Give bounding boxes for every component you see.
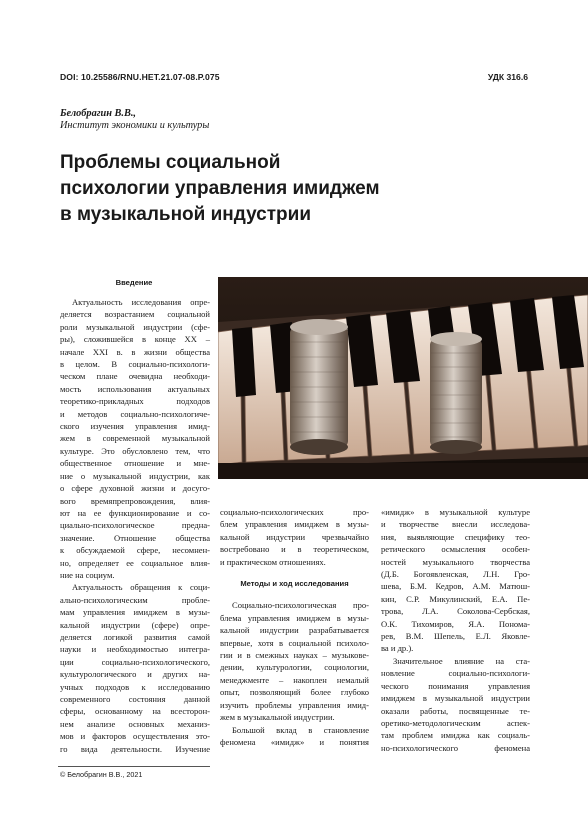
text-column-2	[220, 506, 369, 748]
text-line: культурологического и других на-	[60, 669, 210, 680]
text-line: деляется логикой развития самой	[60, 631, 210, 642]
udk-code: УДК 316.6	[487, 72, 528, 82]
text-line: изучить проблемы управления имид-	[220, 699, 369, 710]
text-line: гии и в смежных науках – музыкове-	[220, 650, 369, 661]
text-line: ния, выявляющие специфику тео-	[381, 531, 530, 542]
text-line: оказали работы, посвященные те-	[381, 705, 530, 716]
text-line: современного состояния данной	[60, 694, 210, 704]
text-line: ретического осмысления особен-	[381, 544, 530, 555]
text-line: в целом. В социально-психологи-	[60, 359, 210, 370]
text-line: ние на социум.	[60, 569, 115, 580]
article-title	[60, 150, 380, 228]
text-line: нем анализе основных механиз-	[60, 718, 210, 729]
text-line: феномена «имидж» и понятия	[220, 736, 369, 747]
text-line: циально-психологическое предна-	[60, 520, 210, 531]
text-line: жем в музыкальной индустрии.	[220, 712, 335, 723]
text-line: сферы, основанному на всесторон-	[60, 706, 210, 717]
text-line: востребовано и в теоретическом,	[220, 544, 369, 555]
text-line: Значительное влияние на ста-	[393, 655, 530, 666]
text-line: но-психологического феномена	[381, 742, 530, 753]
text-line: и творчестве внесли исследова-	[381, 519, 530, 530]
text-line: ностей музыкального творчества	[381, 556, 530, 567]
text-line: шева, Б.М. Кедров, А.М. Матюш-	[381, 581, 530, 592]
text-line: социально-психологических про-	[220, 507, 369, 517]
text-line: трова, Л.А. Соколова-Сербская,	[381, 606, 530, 617]
text-line: ского изучения управления имид-	[60, 421, 210, 432]
text-line: вого времяпрепровождения, влия-	[60, 495, 210, 506]
text-line: Актуальность исследования опре-	[72, 297, 210, 307]
copyright-notice: © Белобрагин В.В., 2021	[60, 770, 143, 779]
text-line: ние о музыкальной индустрии, как	[60, 470, 210, 481]
text-column-3	[381, 506, 530, 754]
text-line: начале XXI в. в жизни общества	[60, 346, 210, 357]
text-line: кальной индустрии разрабатывается	[220, 625, 369, 636]
column2-paragraph-group	[220, 599, 369, 748]
text-line: Социально-психологическая про-	[232, 600, 369, 611]
column2-paragraph-group	[220, 506, 369, 568]
text-line: культуре. Это обусловлено тем, что	[60, 445, 210, 456]
text-line: но, определяет ее социальное влия-	[60, 557, 210, 568]
text-line: там проблем имиджа как социаль-	[381, 730, 530, 741]
text-line: блем управления имиджем в музы-	[220, 519, 369, 530]
section-heading-methods: Методы и ход исследования	[240, 579, 349, 589]
text-line: деляется возрастанием социальной	[60, 309, 210, 320]
text-line: дении, культурологии, социологии,	[220, 662, 369, 673]
text-line: опыт, позволяющий более глубоко	[220, 687, 369, 698]
text-line: к обсуждаемой сфере, несомнен-	[60, 545, 210, 556]
text-line: о сфере духовной жизни и досуго-	[60, 483, 210, 494]
text-line: значение. Отношение общества	[60, 532, 210, 543]
text-line: ческого понимания управления	[381, 680, 530, 691]
text-line: ры), сложившейся в конце XX –	[60, 334, 210, 345]
title-line: психологии управления имиджем	[60, 178, 380, 199]
text-line: кальной индустрии (сфере) опре-	[60, 619, 210, 630]
text-line: мость использования актуальных	[60, 383, 210, 394]
text-line: кин, С.Р. Микулинский, Е.А. Пе-	[381, 593, 530, 604]
text-line: Большой вклад в становление	[232, 724, 369, 735]
text-line: ва и др.).	[381, 643, 414, 654]
text-line: рев, В.М. Шепель, Е.Л. Яковле-	[381, 631, 530, 642]
text-line: ческом плане очевидна необходи-	[60, 371, 210, 382]
title-line: Проблемы социальной	[60, 152, 281, 173]
text-line: науки и необходимостью интегра-	[60, 644, 210, 655]
doi-line: DOI: 10.25586/RNU.HET.21.07-08.P.075	[60, 72, 220, 82]
text-line: ции социально-психологического,	[60, 656, 210, 667]
text-line: мов и факторов осуществления это-	[60, 731, 210, 742]
text-line: роли музыкальной индустрии (сфе-	[60, 321, 210, 332]
piano-coins-photo	[218, 277, 588, 479]
text-line: менеджменте – накоплен немалый	[220, 674, 369, 685]
text-line: имиджем в музыкальной индустрии	[381, 693, 530, 704]
text-line: О.К. Тихомиров, Я.А. Понома-	[381, 618, 530, 629]
text-line: теоретико-прикладных подходов	[60, 396, 210, 407]
text-line: жем в современной музыкальной	[60, 433, 210, 444]
text-line: «имидж» в музыкальной культуре	[381, 507, 530, 517]
text-line: кальной индустрии чрезвычайно	[220, 531, 369, 542]
text-line: блема управления имиджем в музы-	[220, 612, 369, 623]
text-line: и методов социально-психологиче-	[60, 408, 210, 419]
text-column-1	[60, 296, 210, 755]
text-line: (Д.Б. Богоявленская, Л.Н. Гро-	[381, 569, 530, 580]
text-line: ально-психологическим пробле-	[60, 594, 210, 605]
text-line: Актуальность обращения к соци-	[72, 582, 210, 593]
title-line: в музыкальной индустрии	[60, 204, 311, 225]
section-heading-intro: Введение	[115, 278, 153, 287]
text-line: впервые, хотя в социальной психоло-	[220, 637, 369, 648]
text-line: оретико-методологическим аспек-	[381, 717, 530, 728]
text-line: и практическом отношениях.	[220, 556, 326, 567]
footnote-divider	[58, 766, 210, 767]
author-affiliation: Институт экономики и культуры	[60, 120, 210, 131]
text-line: мам управления имиджем в музы-	[60, 607, 210, 618]
text-line: учных подходов к исследованию	[60, 681, 210, 692]
text-line: ют на ее функционирование и со-	[60, 507, 210, 518]
author-name: Белобрагин В.В.,	[60, 108, 136, 119]
text-line: общественное отношение и мне-	[60, 458, 210, 469]
text-line: го вида деятельности. Изучение	[60, 743, 210, 754]
text-line: новление социально-психологи-	[381, 668, 530, 679]
